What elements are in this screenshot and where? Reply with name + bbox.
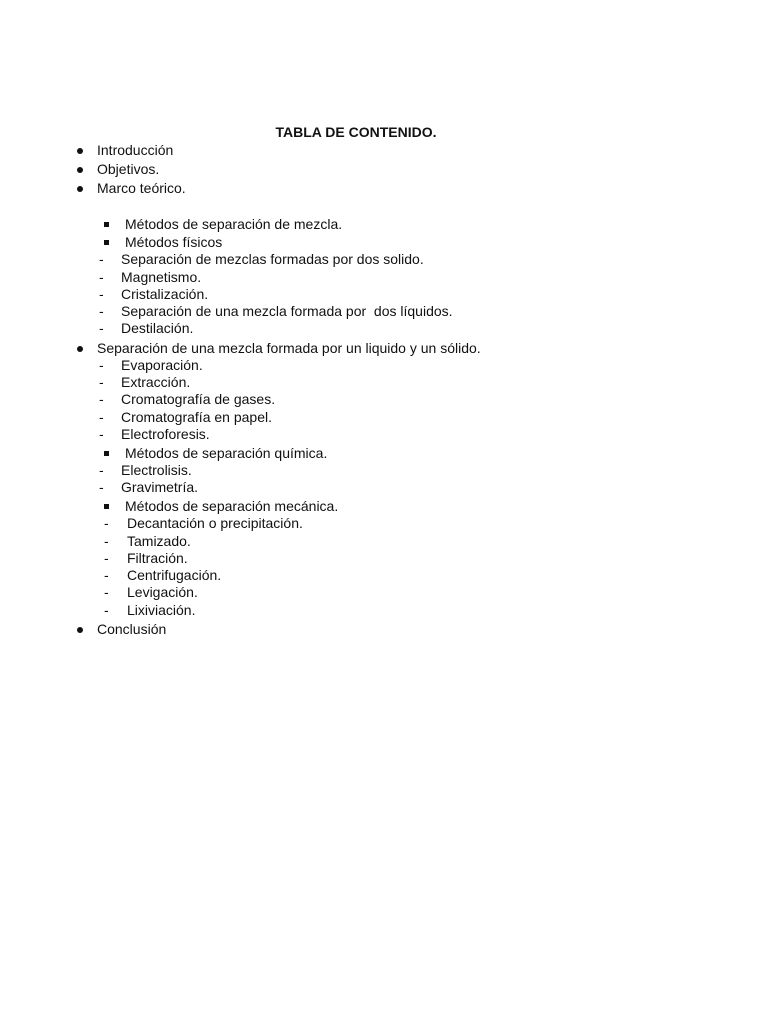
- page-title: TABLA DE CONTENIDO.: [275, 124, 437, 140]
- list-item: [0, 216, 343, 233]
- dash-marker: -: [99, 409, 104, 425]
- bullet-dot-icon: [77, 627, 83, 633]
- list-item: [0, 462, 192, 479]
- list-item: [0, 426, 210, 443]
- dash-marker: -: [99, 320, 104, 336]
- list-item: [0, 533, 191, 550]
- dash-marker: -: [104, 584, 109, 600]
- list-item-label: Separación de mezclas formadas por dos solido.: [121, 251, 424, 267]
- list-item-label: Métodos físicos: [125, 234, 223, 250]
- dash-marker: -: [99, 391, 104, 407]
- list-item-label: Cromatografía en papel.: [121, 409, 272, 425]
- list-item-label: Magnetismo.: [121, 269, 202, 285]
- list-item-label: Decantación o precipitación.: [127, 515, 303, 531]
- dash-marker: -: [104, 515, 109, 531]
- list-item: [0, 303, 453, 320]
- list-item-label: Electrolisis.: [121, 462, 192, 478]
- list-item-label: Filtración.: [127, 550, 188, 566]
- list-item: [0, 234, 223, 251]
- square-bullet-icon: [104, 451, 109, 456]
- list-item-label: Separación de una mezcla formada por dos líquidos.: [121, 303, 453, 319]
- list-item-label: Métodos de separación mecánica.: [125, 498, 339, 514]
- list-item: [0, 391, 276, 408]
- list-item-label: Centrifugación.: [127, 567, 222, 583]
- list-item-label: Cromatografía de gases.: [121, 391, 276, 407]
- list-item-label: Métodos de separación química.: [125, 445, 328, 461]
- dash-marker: -: [99, 303, 104, 319]
- list-item: [0, 374, 191, 391]
- list-item: [0, 498, 339, 515]
- list-item: [0, 357, 203, 374]
- list-item: [0, 602, 196, 619]
- dash-marker: -: [104, 533, 109, 549]
- dash-marker: -: [104, 602, 109, 618]
- bullet-dot-icon: [77, 346, 83, 352]
- list-item: [0, 567, 222, 584]
- square-bullet-icon: [104, 504, 109, 509]
- bullet-dot-icon: [77, 148, 83, 154]
- list-item: [0, 340, 481, 357]
- list-item: [0, 584, 198, 601]
- list-item-label: Destilación.: [121, 320, 194, 336]
- list-item: [0, 180, 186, 197]
- list-item-label: Introducción: [97, 142, 174, 158]
- list-item: [0, 479, 199, 496]
- dash-marker: -: [99, 479, 104, 495]
- list-item: [0, 445, 328, 462]
- dash-marker: -: [99, 251, 104, 267]
- dash-marker: -: [99, 269, 104, 285]
- dash-marker: -: [99, 374, 104, 390]
- list-item-label: Métodos de separación de mezcla.: [125, 216, 343, 232]
- dash-marker: -: [99, 426, 104, 442]
- list-item-label: Extracción.: [121, 374, 191, 390]
- dash-marker: -: [104, 567, 109, 583]
- bullet-dot-icon: [77, 167, 83, 173]
- list-item: [0, 515, 303, 532]
- list-item-label: Electroforesis.: [121, 426, 210, 442]
- list-item: [0, 320, 194, 337]
- list-item-label: Levigación.: [127, 584, 198, 600]
- dash-marker: -: [99, 357, 104, 373]
- list-item: [0, 409, 272, 426]
- square-bullet-icon: [104, 222, 109, 227]
- bullet-dot-icon: [77, 186, 83, 192]
- dash-marker: -: [104, 550, 109, 566]
- list-item: [0, 550, 188, 567]
- list-item: [0, 142, 174, 159]
- list-item-label: Marco teórico.: [97, 180, 186, 196]
- list-item-label: Cristalización.: [121, 286, 209, 302]
- list-item: [0, 161, 160, 178]
- list-item-label: Separación de una mezcla formada por un liquido y un sólido.: [97, 340, 481, 356]
- dash-marker: -: [99, 462, 104, 478]
- square-bullet-icon: [104, 240, 109, 245]
- list-item: [0, 269, 202, 286]
- list-item-label: Tamizado.: [127, 533, 191, 549]
- dash-marker: -: [99, 286, 104, 302]
- list-item: [0, 286, 209, 303]
- list-item-label: Objetivos.: [97, 161, 160, 177]
- list-item-label: Lixiviación.: [127, 602, 196, 618]
- list-item: [0, 251, 424, 268]
- list-item-label: Gravimetría.: [121, 479, 199, 495]
- list-item-label: Conclusión: [97, 621, 167, 637]
- list-item-label: Evaporación.: [121, 357, 203, 373]
- list-item: [0, 621, 167, 638]
